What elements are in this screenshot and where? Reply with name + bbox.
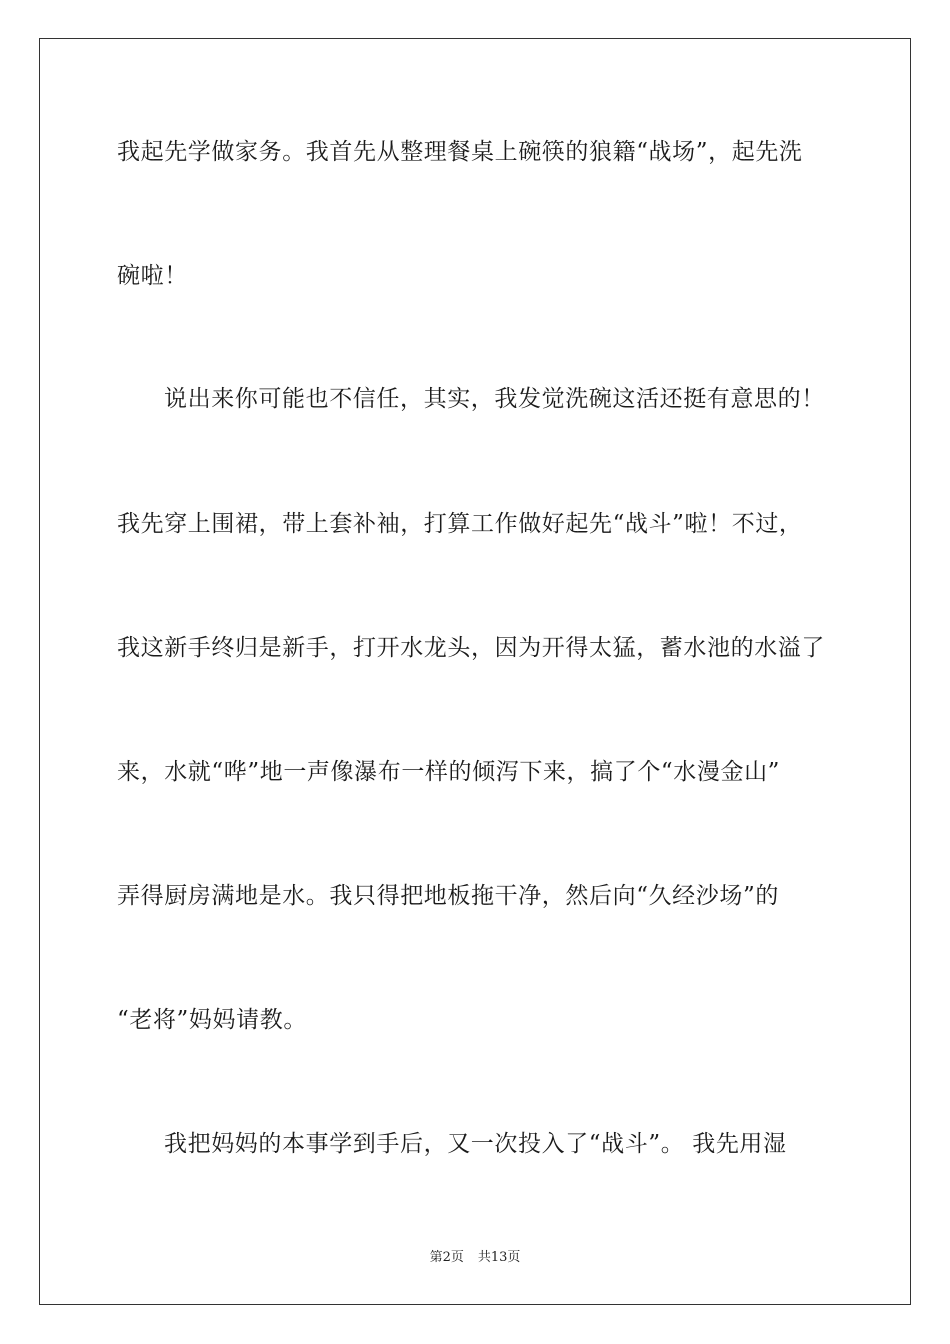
paragraph-line-5: 我这新手终归是新手，打开水龙头，因为开得太猛，蓄水池的水溢了 xyxy=(117,635,825,661)
page-number: 第2页 xyxy=(429,1250,464,1265)
page-border xyxy=(39,38,911,1305)
paragraph-line-1: 我起先学做家务。我首先从整理餐桌上碗筷的狼籍“战场”，起先洗 xyxy=(117,139,803,165)
page-total: 共13页 xyxy=(477,1250,521,1265)
paragraph-line-7: 弄得厨房满地是水。我只得把地板拖干净，然后向“久经沙场”的 xyxy=(117,883,779,909)
paragraph-line-6: 来，水就“哗”地一声像瀑布一样的倾泻下来，搞了个“水漫金山” xyxy=(117,759,781,785)
paragraph-line-4: 我先穿上围裙，带上套补袖，打算工作做好起先“战斗”啦！不过， xyxy=(117,511,803,537)
paragraph-line-9: 我把妈妈的本事学到手后，又一次投入了“战斗”。 我先用湿 xyxy=(164,1131,787,1157)
paragraph-line-3: 说出来你可能也不信任，其实，我发觉洗碗这活还挺有意思的！ xyxy=(164,386,825,412)
paragraph-line-8: “老将”妈妈请教。 xyxy=(117,1007,307,1033)
paragraph-line-2: 碗啦！ xyxy=(117,263,188,289)
page-footer xyxy=(0,1246,950,1265)
